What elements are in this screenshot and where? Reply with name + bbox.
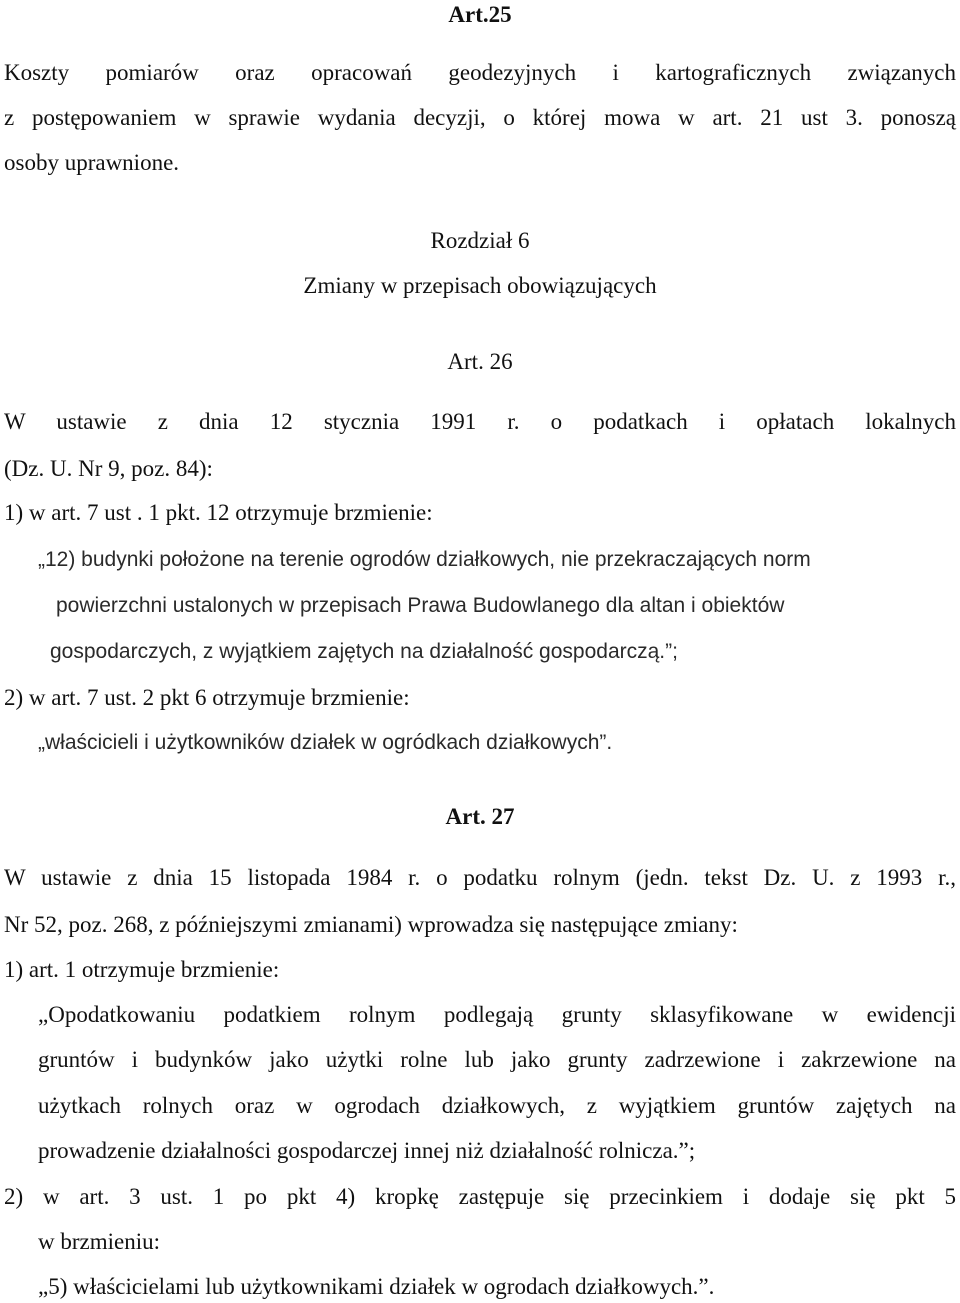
art27-quote-line-2: gruntów i budynków jako użytki rolne lub jako grunty zadrzewione i zakrzewione na: [38, 1047, 956, 1072]
art26-quote-line-2: powierzchni ustalonych w przepisach Prawa Budowlanego dla altan i obiektów: [56, 594, 785, 617]
art25-heading: Art.25: [448, 2, 512, 27]
art27-point-2: 2) w art. 3 ust. 1 po pkt 4) kropkę zastępuje się przecinkiem i dodaje się pkt 5: [4, 1184, 956, 1209]
art27-quote-2: „5) właścicielami lub użytkownikami działek w ogrodach działkowych.”.: [38, 1274, 715, 1299]
art26-point-2: 2) w art. 7 ust. 2 pkt 6 otrzymuje brzmienie:: [4, 685, 410, 710]
art25-line-3: osoby uprawnione.: [4, 150, 180, 175]
chapter-number: Rozdział 6: [430, 228, 530, 253]
art27-quote-line-4: prowadzenie działalności gospodarczej innej niż działalność rolnicza.”;: [38, 1138, 696, 1163]
art27-point-2-cont: w brzmieniu:: [38, 1229, 160, 1254]
art26-intro-line-2: (Dz. U. Nr 9, poz. 84):: [4, 456, 213, 481]
art27-intro-line-1: W ustawie z dnia 15 listopada 1984 r. o podatku rolnym (jedn. tekst Dz. U. z 1993 r.,: [4, 865, 956, 890]
art26-intro-line-1: W ustawie z dnia 12 stycznia 1991 r. o podatkach i opłatach lokalnych: [4, 409, 956, 434]
art26-quote-line-3: gospodarczych, z wyjątkiem zajętych na działalność gospodarczą.”;: [50, 640, 678, 663]
art26-heading: Art. 26: [447, 349, 513, 374]
chapter-title: Zmiany w przepisach obowiązujących: [303, 273, 657, 298]
art27-intro-line-2: Nr 52, poz. 268, z późniejszymi zmianami) wprowadza się następujące zmiany:: [4, 912, 738, 937]
art25-line-1: Koszty pomiarów oraz opracowań geodezyjnych i kartograficznych związanych: [4, 60, 956, 85]
art27-quote-line-1: „Opodatkowaniu podatkiem rolnym podlegają grunty sklasyfikowane w ewidencji: [38, 1002, 956, 1027]
art26-quote-2: „właścicieli i użytkowników działek w ogródkach działkowych”.: [38, 731, 613, 754]
art26-quote-line-1: „12) budynki położone na terenie ogrodów działkowych, nie przekraczających norm: [38, 548, 811, 571]
art27-heading: Art. 27: [445, 804, 515, 829]
art26-point-1: 1) w art. 7 ust . 1 pkt. 12 otrzymuje brzmienie:: [4, 500, 433, 525]
art27-quote-line-3: użytkach rolnych oraz w ogrodach działkowych, z wyjątkiem gruntów zajętych na: [38, 1093, 956, 1118]
art25-line-2: z postępowaniem w sprawie wydania decyzji, o której mowa w art. 21 ust 3. ponoszą: [4, 105, 956, 130]
art27-point-1: 1) art. 1 otrzymuje brzmienie:: [4, 957, 280, 982]
